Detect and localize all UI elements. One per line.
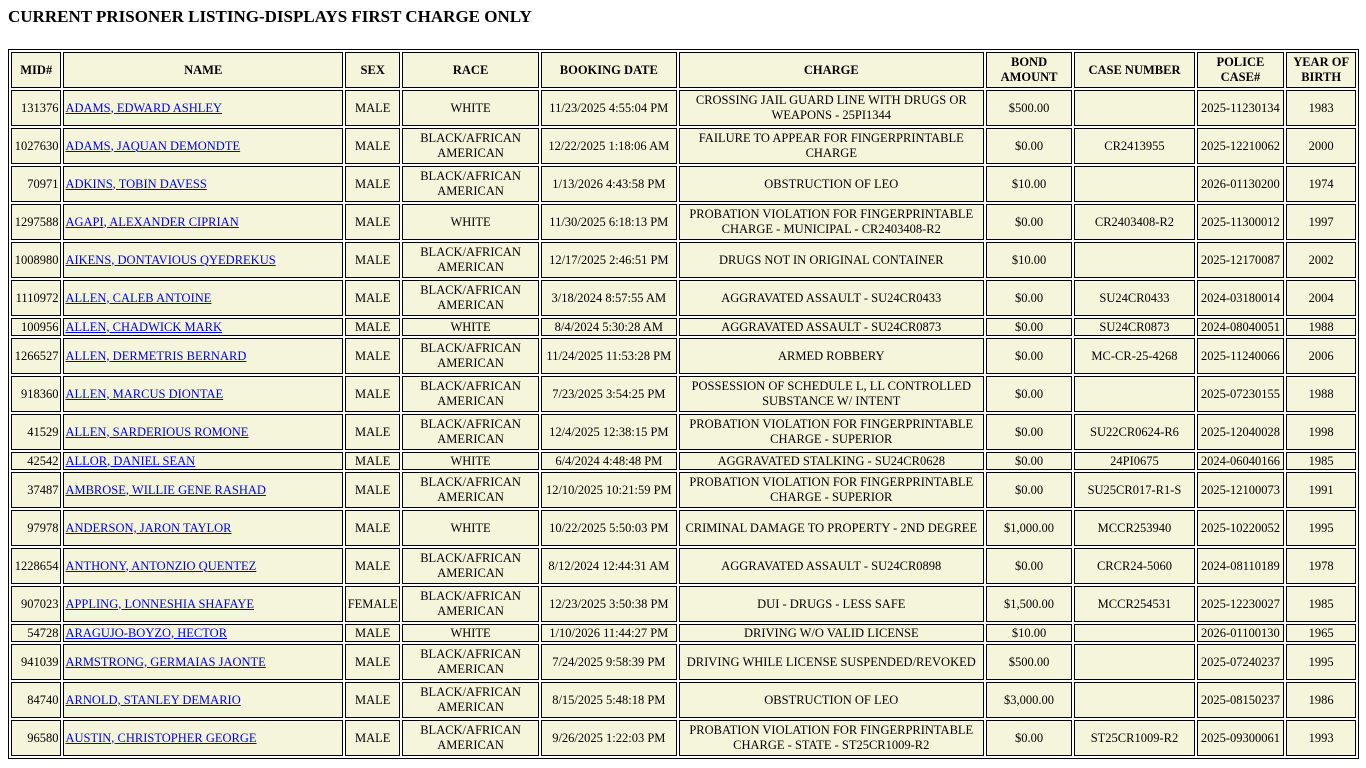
cell-charge: OBSTRUCTION OF LEO <box>679 166 984 202</box>
cell-race: BLACK/AFRICAN AMERICAN <box>402 280 538 316</box>
table-body <box>11 90 1356 756</box>
cell-sex: MALE <box>345 204 401 240</box>
cell-mid: 84740 <box>11 682 61 718</box>
cell-booking-date: 6/4/2024 4:48:48 PM <box>541 452 677 470</box>
cell-booking-date: 9/26/2025 1:22:03 PM <box>541 720 677 756</box>
cell-name <box>63 682 343 718</box>
cell-charge: AGGRAVATED STALKING - SU24CR0628 <box>679 452 984 470</box>
cell-police-case: 2025-07240237 <box>1197 644 1285 680</box>
cell-case-number: ST25CR1009-R2 <box>1074 720 1194 756</box>
cell-booking-date: 7/24/2025 9:58:39 PM <box>541 644 677 680</box>
cell-year-of-birth: 1985 <box>1286 452 1356 470</box>
cell-case-number: SU24CR0873 <box>1074 318 1194 336</box>
cell-booking-date: 8/12/2024 12:44:31 AM <box>541 548 677 584</box>
cell-mid: 100956 <box>11 318 61 336</box>
cell-race: WHITE <box>402 452 538 470</box>
cell-mid: 941039 <box>11 644 61 680</box>
table-row <box>11 452 1356 470</box>
table-row <box>11 318 1356 336</box>
cell-mid: 1297588 <box>11 204 61 240</box>
prisoner-name-link[interactable]: ALLEN, CALEB ANTOINE <box>65 290 212 305</box>
prisoner-name-link[interactable]: AIKENS, DONTAVIOUS QYEDREKUS <box>65 252 276 267</box>
cell-bond-amount: $1,500.00 <box>986 586 1073 622</box>
cell-case-number: MCCR253940 <box>1074 510 1194 546</box>
table-row <box>11 586 1356 622</box>
cell-police-case: 2025-11300012 <box>1197 204 1285 240</box>
cell-charge: PROBATION VIOLATION FOR FINGERPRINTABLE CHARGE - SUPERIOR <box>679 414 984 450</box>
cell-year-of-birth: 1988 <box>1286 318 1356 336</box>
prisoner-name-link[interactable]: ALLEN, MARCUS DIONTAE <box>65 386 224 401</box>
cell-bond-amount: $0.00 <box>986 472 1073 508</box>
cell-bond-amount: $0.00 <box>986 720 1073 756</box>
prisoner-name-link[interactable]: ALLEN, CHADWICK MARK <box>65 319 223 334</box>
cell-name <box>63 624 343 642</box>
header-bond-amount: BOND AMOUNT <box>986 52 1073 88</box>
cell-bond-amount: $1,000.00 <box>986 510 1073 546</box>
table-header-row <box>11 52 1356 88</box>
table-row <box>11 472 1356 508</box>
cell-race: BLACK/AFRICAN AMERICAN <box>402 128 538 164</box>
prisoner-name-link[interactable]: ALLOR, DANIEL SEAN <box>65 453 196 468</box>
header-mid: MID# <box>11 52 61 88</box>
cell-booking-date: 1/10/2026 11:44:27 PM <box>541 624 677 642</box>
cell-charge: CRIMINAL DAMAGE TO PROPERTY - 2ND DEGREE <box>679 510 984 546</box>
prisoner-name-link[interactable]: ALLEN, DERMETRIS BERNARD <box>65 348 247 363</box>
cell-booking-date: 7/23/2025 3:54:25 PM <box>541 376 677 412</box>
prisoner-name-link[interactable]: ANTHONY, ANTONZIO QUENTEZ <box>65 558 257 573</box>
cell-name <box>63 644 343 680</box>
cell-race: WHITE <box>402 90 538 126</box>
prisoner-name-link[interactable]: ANDERSON, JARON TAYLOR <box>65 520 232 535</box>
cell-year-of-birth: 1991 <box>1286 472 1356 508</box>
cell-police-case: 2024-03180014 <box>1197 280 1285 316</box>
cell-name <box>63 128 343 164</box>
prisoner-name-link[interactable]: AUSTIN, CHRISTOPHER GEORGE <box>65 730 257 745</box>
table-row <box>11 644 1356 680</box>
prisoner-name-link[interactable]: ARAGUJO-BOYZO, HECTOR <box>65 625 228 640</box>
cell-name <box>63 280 343 316</box>
cell-name <box>63 586 343 622</box>
cell-year-of-birth: 1995 <box>1286 510 1356 546</box>
cell-year-of-birth: 2006 <box>1286 338 1356 374</box>
cell-bond-amount: $3,000.00 <box>986 682 1073 718</box>
cell-charge: PROBATION VIOLATION FOR FINGERPRINTABLE CHARGE - STATE - ST25CR1009-R2 <box>679 720 984 756</box>
cell-charge: PROBATION VIOLATION FOR FINGERPRINTABLE CHARGE - MUNICIPAL - CR2403408-R2 <box>679 204 984 240</box>
cell-race: BLACK/AFRICAN AMERICAN <box>402 242 538 278</box>
cell-police-case: 2025-11240066 <box>1197 338 1285 374</box>
cell-sex: MALE <box>345 414 401 450</box>
table-row <box>11 510 1356 546</box>
cell-charge: AGGRAVATED ASSAULT - SU24CR0433 <box>679 280 984 316</box>
prisoner-name-link[interactable]: ARMSTRONG, GERMAIAS JAONTE <box>65 654 266 669</box>
cell-race: WHITE <box>402 204 538 240</box>
prisoner-name-link[interactable]: AGAPI, ALEXANDER CIPRIAN <box>65 214 239 229</box>
cell-name <box>63 414 343 450</box>
cell-race: BLACK/AFRICAN AMERICAN <box>402 586 538 622</box>
prisoner-name-link[interactable]: ADKINS, TOBIN DAVESS <box>65 176 207 191</box>
cell-mid: 97978 <box>11 510 61 546</box>
cell-case-number <box>1074 376 1194 412</box>
cell-bond-amount: $0.00 <box>986 376 1073 412</box>
cell-name <box>63 204 343 240</box>
table-row <box>11 166 1356 202</box>
header-year-of-birth: YEAR OF BIRTH <box>1286 52 1356 88</box>
cell-charge: DRUGS NOT IN ORIGINAL CONTAINER <box>679 242 984 278</box>
table-row <box>11 204 1356 240</box>
prisoner-name-link[interactable]: ARNOLD, STANLEY DEMARIO <box>65 692 241 707</box>
cell-mid: 131376 <box>11 90 61 126</box>
cell-sex: FEMALE <box>345 586 401 622</box>
cell-sex: MALE <box>345 510 401 546</box>
cell-booking-date: 11/23/2025 4:55:04 PM <box>541 90 677 126</box>
cell-year-of-birth: 1965 <box>1286 624 1356 642</box>
cell-charge: PROBATION VIOLATION FOR FINGERPRINTABLE CHARGE - SUPERIOR <box>679 472 984 508</box>
cell-sex: MALE <box>345 242 401 278</box>
cell-year-of-birth: 1993 <box>1286 720 1356 756</box>
cell-charge: FAILURE TO APPEAR FOR FINGERPRINTABLE CHARGE <box>679 128 984 164</box>
cell-sex: MALE <box>345 376 401 412</box>
cell-bond-amount: $0.00 <box>986 318 1073 336</box>
prisoner-name-link[interactable]: AMBROSE, WILLIE GENE RASHAD <box>65 482 266 497</box>
cell-charge: AGGRAVATED ASSAULT - SU24CR0898 <box>679 548 984 584</box>
cell-year-of-birth: 1983 <box>1286 90 1356 126</box>
cell-sex: MALE <box>345 720 401 756</box>
cell-police-case: 2025-12210062 <box>1197 128 1285 164</box>
cell-name <box>63 242 343 278</box>
table-row <box>11 548 1356 584</box>
cell-sex: MALE <box>345 166 401 202</box>
cell-booking-date: 8/4/2024 5:30:28 AM <box>541 318 677 336</box>
cell-race: BLACK/AFRICAN AMERICAN <box>402 414 538 450</box>
cell-case-number: CRCR24-5060 <box>1074 548 1194 584</box>
cell-mid: 1027630 <box>11 128 61 164</box>
cell-case-number <box>1074 166 1194 202</box>
prisoner-table <box>8 49 1359 759</box>
cell-mid: 54728 <box>11 624 61 642</box>
cell-bond-amount: $0.00 <box>986 128 1073 164</box>
cell-bond-amount: $500.00 <box>986 90 1073 126</box>
cell-booking-date: 12/23/2025 3:50:38 PM <box>541 586 677 622</box>
cell-sex: MALE <box>345 624 401 642</box>
table-row <box>11 242 1356 278</box>
cell-case-number: MC-CR-25-4268 <box>1074 338 1194 374</box>
cell-sex: MALE <box>345 682 401 718</box>
cell-case-number: 24PI0675 <box>1074 452 1194 470</box>
cell-mid: 96580 <box>11 720 61 756</box>
cell-charge: POSSESSION OF SCHEDULE L, LL CONTROLLED SUBSTANCE W/ INTENT <box>679 376 984 412</box>
cell-race: BLACK/AFRICAN AMERICAN <box>402 720 538 756</box>
cell-name <box>63 318 343 336</box>
cell-race: BLACK/AFRICAN AMERICAN <box>402 376 538 412</box>
cell-year-of-birth: 2000 <box>1286 128 1356 164</box>
cell-sex: MALE <box>345 318 401 336</box>
header-sex: SEX <box>345 52 401 88</box>
cell-police-case: 2024-08040051 <box>1197 318 1285 336</box>
cell-charge: DRIVING WHILE LICENSE SUSPENDED/REVOKED <box>679 644 984 680</box>
cell-mid: 1228654 <box>11 548 61 584</box>
cell-police-case: 2025-12100073 <box>1197 472 1285 508</box>
cell-police-case: 2025-11230134 <box>1197 90 1285 126</box>
cell-booking-date: 12/17/2025 2:46:51 PM <box>541 242 677 278</box>
cell-sex: MALE <box>345 452 401 470</box>
cell-mid: 37487 <box>11 472 61 508</box>
cell-police-case: 2025-12040028 <box>1197 414 1285 450</box>
cell-year-of-birth: 1978 <box>1286 548 1356 584</box>
cell-bond-amount: $0.00 <box>986 548 1073 584</box>
cell-case-number: MCCR254531 <box>1074 586 1194 622</box>
cell-police-case: 2025-12230027 <box>1197 586 1285 622</box>
cell-police-case: 2025-08150237 <box>1197 682 1285 718</box>
cell-year-of-birth: 2004 <box>1286 280 1356 316</box>
cell-name <box>63 338 343 374</box>
cell-bond-amount: $0.00 <box>986 414 1073 450</box>
cell-name <box>63 376 343 412</box>
cell-year-of-birth: 2002 <box>1286 242 1356 278</box>
cell-booking-date: 10/22/2025 5:50:03 PM <box>541 510 677 546</box>
cell-police-case: 2025-12170087 <box>1197 242 1285 278</box>
cell-bond-amount: $500.00 <box>986 644 1073 680</box>
cell-police-case: 2025-07230155 <box>1197 376 1285 412</box>
cell-charge: AGGRAVATED ASSAULT - SU24CR0873 <box>679 318 984 336</box>
cell-year-of-birth: 1986 <box>1286 682 1356 718</box>
cell-booking-date: 3/18/2024 8:57:55 AM <box>541 280 677 316</box>
cell-race: BLACK/AFRICAN AMERICAN <box>402 548 538 584</box>
cell-name <box>63 452 343 470</box>
cell-booking-date: 12/22/2025 1:18:06 AM <box>541 128 677 164</box>
prisoner-name-link[interactable]: ADAMS, EDWARD ASHLEY <box>65 100 223 115</box>
cell-case-number <box>1074 90 1194 126</box>
table-row <box>11 90 1356 126</box>
cell-name <box>63 720 343 756</box>
cell-bond-amount: $10.00 <box>986 624 1073 642</box>
cell-year-of-birth: 1997 <box>1286 204 1356 240</box>
cell-bond-amount: $0.00 <box>986 338 1073 374</box>
cell-name <box>63 166 343 202</box>
cell-bond-amount: $0.00 <box>986 204 1073 240</box>
cell-race: BLACK/AFRICAN AMERICAN <box>402 338 538 374</box>
table-row <box>11 624 1356 642</box>
cell-booking-date: 1/13/2026 4:43:58 PM <box>541 166 677 202</box>
cell-race: BLACK/AFRICAN AMERICAN <box>402 682 538 718</box>
cell-bond-amount: $0.00 <box>986 452 1073 470</box>
header-police-case: POLICE CASE# <box>1197 52 1285 88</box>
cell-charge: OBSTRUCTION OF LEO <box>679 682 984 718</box>
prisoner-name-link[interactable]: APPLING, LONNESHIA SHAFAYE <box>65 596 255 611</box>
cell-booking-date: 11/24/2025 11:53:28 PM <box>541 338 677 374</box>
table-row <box>11 128 1356 164</box>
cell-year-of-birth: 1988 <box>1286 376 1356 412</box>
cell-case-number: SU22CR0624-R6 <box>1074 414 1194 450</box>
cell-police-case: 2025-09300061 <box>1197 720 1285 756</box>
prisoner-name-link[interactable]: ALLEN, SARDERIOUS ROMONE <box>65 424 249 439</box>
cell-booking-date: 11/30/2025 6:18:13 PM <box>541 204 677 240</box>
cell-police-case: 2024-08110189 <box>1197 548 1285 584</box>
cell-bond-amount: $10.00 <box>986 166 1073 202</box>
cell-race: BLACK/AFRICAN AMERICAN <box>402 644 538 680</box>
cell-booking-date: 8/15/2025 5:48:18 PM <box>541 682 677 718</box>
cell-charge: DRIVING W/O VALID LICENSE <box>679 624 984 642</box>
cell-sex: MALE <box>345 128 401 164</box>
cell-mid: 42542 <box>11 452 61 470</box>
cell-sex: MALE <box>345 644 401 680</box>
cell-race: BLACK/AFRICAN AMERICAN <box>402 166 538 202</box>
cell-booking-date: 12/10/2025 10:21:59 PM <box>541 472 677 508</box>
cell-sex: MALE <box>345 472 401 508</box>
cell-year-of-birth: 1985 <box>1286 586 1356 622</box>
cell-case-number <box>1074 624 1194 642</box>
cell-charge: ARMED ROBBERY <box>679 338 984 374</box>
table-row <box>11 682 1356 718</box>
table-row <box>11 280 1356 316</box>
table-row <box>11 720 1356 756</box>
cell-race: WHITE <box>402 624 538 642</box>
cell-mid: 1110972 <box>11 280 61 316</box>
cell-race: WHITE <box>402 318 538 336</box>
cell-name <box>63 472 343 508</box>
cell-police-case: 2024-06040166 <box>1197 452 1285 470</box>
prisoner-name-link[interactable]: ADAMS, JAQUAN DEMONDTE <box>65 138 241 153</box>
cell-name <box>63 90 343 126</box>
cell-case-number <box>1074 682 1194 718</box>
cell-sex: MALE <box>345 338 401 374</box>
cell-mid: 1266527 <box>11 338 61 374</box>
table-row <box>11 338 1356 374</box>
page-title: CURRENT PRISONER LISTING-DISPLAYS FIRST CHARGE ONLY <box>8 7 532 26</box>
cell-case-number: SU24CR0433 <box>1074 280 1194 316</box>
cell-case-number <box>1074 644 1194 680</box>
cell-police-case: 2025-10220052 <box>1197 510 1285 546</box>
cell-sex: MALE <box>345 90 401 126</box>
cell-mid: 41529 <box>11 414 61 450</box>
cell-mid: 1008980 <box>11 242 61 278</box>
cell-name <box>63 548 343 584</box>
cell-charge: DUI - DRUGS - LESS SAFE <box>679 586 984 622</box>
cell-year-of-birth: 1998 <box>1286 414 1356 450</box>
cell-case-number <box>1074 242 1194 278</box>
table-row <box>11 376 1356 412</box>
cell-charge: CROSSING JAIL GUARD LINE WITH DRUGS OR WEAPONS - 25PI1344 <box>679 90 984 126</box>
cell-police-case: 2026-01100130 <box>1197 624 1285 642</box>
cell-sex: MALE <box>345 548 401 584</box>
header-case-number: CASE NUMBER <box>1074 52 1194 88</box>
cell-mid: 918360 <box>11 376 61 412</box>
header-name: NAME <box>63 52 343 88</box>
cell-mid: 907023 <box>11 586 61 622</box>
cell-police-case: 2026-01130200 <box>1197 166 1285 202</box>
cell-case-number: CR2403408-R2 <box>1074 204 1194 240</box>
cell-bond-amount: $10.00 <box>986 242 1073 278</box>
table-row <box>11 414 1356 450</box>
cell-mid: 70971 <box>11 166 61 202</box>
cell-bond-amount: $0.00 <box>986 280 1073 316</box>
cell-sex: MALE <box>345 280 401 316</box>
prisoner-table-container <box>8 49 1359 759</box>
cell-race: BLACK/AFRICAN AMERICAN <box>402 472 538 508</box>
cell-name <box>63 510 343 546</box>
cell-case-number: SU25CR017-R1-S <box>1074 472 1194 508</box>
cell-year-of-birth: 1995 <box>1286 644 1356 680</box>
header-charge: CHARGE <box>679 52 984 88</box>
header-race: RACE <box>402 52 538 88</box>
cell-race: WHITE <box>402 510 538 546</box>
cell-case-number: CR2413955 <box>1074 128 1194 164</box>
cell-year-of-birth: 1974 <box>1286 166 1356 202</box>
header-booking-date: BOOKING DATE <box>541 52 677 88</box>
cell-booking-date: 12/4/2025 12:38:15 PM <box>541 414 677 450</box>
